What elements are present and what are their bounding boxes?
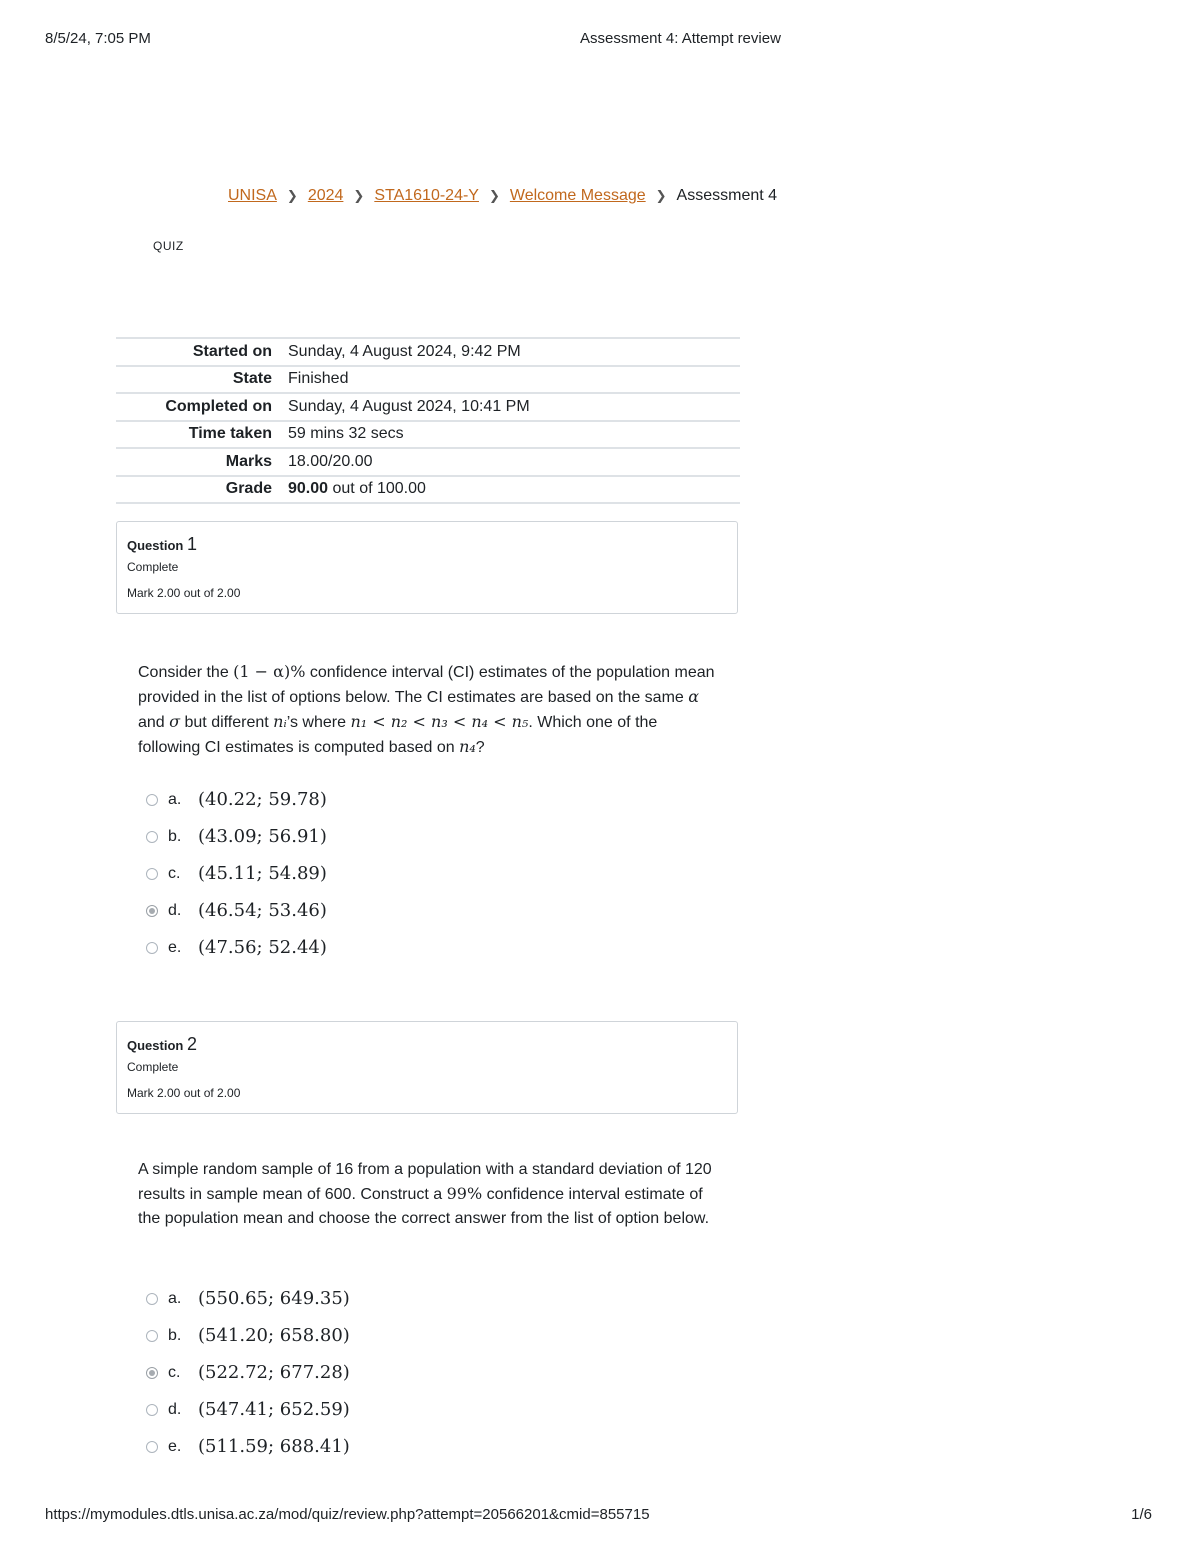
summary-row-time-taken	[116, 421, 740, 449]
answer-letter: a.	[168, 1289, 182, 1307]
radio-button[interactable]	[146, 1293, 158, 1305]
answer-value: (45.11; 54.89)	[198, 863, 327, 884]
summary-label: Time taken	[116, 421, 288, 449]
radio-button[interactable]	[146, 1330, 158, 1342]
answer-value: (522.72; 677.28)	[198, 1362, 350, 1383]
answer-letter: d.	[168, 901, 182, 919]
summary-row-completed	[116, 393, 740, 421]
math-expression: nᵢ	[273, 712, 287, 731]
summary-value: 18.00/20.00	[288, 448, 740, 476]
chevron-right-icon: ❯	[655, 188, 667, 203]
summary-label: Marks	[116, 448, 288, 476]
question-number	[127, 534, 727, 555]
summary-label: Completed on	[116, 393, 288, 421]
question-state: Complete	[127, 1060, 179, 1074]
answer-value: (541.20; 658.80)	[198, 1325, 350, 1346]
breadcrumb-link-course[interactable]: STA1610-24-Y	[374, 187, 479, 204]
summary-label: State	[116, 366, 288, 394]
question-state: Complete	[127, 560, 179, 574]
answer-letter: e.	[168, 938, 182, 956]
math-expression: σ	[169, 712, 181, 731]
question-num: 1	[186, 534, 197, 554]
text-run: ’s where	[286, 714, 351, 731]
answer-value: (43.09; 56.91)	[198, 826, 327, 847]
question-label: Question	[127, 1038, 184, 1053]
question-info-box	[116, 521, 738, 614]
print-url: https://mymodules.dtls.unisa.ac.za/mod/quiz/review.php?attempt=20566201&cmid=855715	[45, 1506, 650, 1523]
text-run: ?	[475, 739, 485, 756]
radio-button[interactable]	[146, 831, 158, 843]
text-run: but different	[180, 714, 274, 731]
answer-option[interactable]	[146, 1317, 350, 1354]
answer-letter: d.	[168, 1400, 182, 1418]
radio-button-selected[interactable]	[146, 905, 158, 917]
chevron-right-icon: ❯	[353, 188, 365, 203]
answer-letter: c.	[168, 864, 181, 882]
summary-row-marks	[116, 448, 740, 476]
answer-option[interactable]	[146, 1354, 350, 1391]
answer-value: (47.56; 52.44)	[198, 937, 327, 958]
summary-value	[288, 476, 740, 504]
answer-option[interactable]	[146, 1280, 350, 1317]
math-expression: n₁ < n₂ < n₃ < n₄ < n₅	[350, 712, 529, 731]
text-run: confidence interval estimate of the population mean and choose the correct answer from the list of option below.	[138, 1186, 710, 1227]
answer-value: (550.65; 649.35)	[198, 1288, 350, 1309]
answer-option[interactable]	[146, 1428, 350, 1465]
math-expression: n₄	[459, 737, 476, 756]
text-run: Consider the	[138, 664, 234, 681]
answer-list	[146, 781, 327, 966]
radio-button[interactable]	[146, 1404, 158, 1416]
answer-letter: b.	[168, 827, 182, 845]
attempt-summary-table	[116, 337, 740, 504]
text-run: . Which one of the following CI estimates is computed based on	[138, 714, 658, 756]
answer-option[interactable]	[146, 781, 327, 818]
answer-option[interactable]	[146, 929, 327, 966]
print-date: 8/5/24, 7:05 PM	[45, 30, 151, 47]
page-counter: 1/6	[1131, 1506, 1152, 1523]
summary-value: Sunday, 4 August 2024, 10:41 PM	[288, 393, 740, 421]
radio-button[interactable]	[146, 942, 158, 954]
question-text	[138, 1158, 723, 1231]
radio-button-selected[interactable]	[146, 1367, 158, 1379]
text-run: confidence interval (CI) estimates of the population mean provided in the list of options below. The CI estimates are based on the same	[138, 664, 715, 706]
chevron-right-icon: ❯	[286, 188, 298, 203]
answer-option[interactable]	[146, 855, 327, 892]
grade-suffix: out of 100.00	[332, 480, 426, 498]
breadcrumb-link-year[interactable]: 2024	[307, 187, 344, 204]
breadcrumb-current: Assessment 4	[676, 187, 778, 204]
answer-value: (46.54; 53.46)	[198, 900, 327, 921]
print-footer	[45, 1506, 1152, 1526]
summary-value: Finished	[288, 366, 740, 394]
answer-option[interactable]	[146, 818, 327, 855]
math-expression: 99%	[446, 1184, 483, 1203]
question-num: 2	[186, 1034, 197, 1054]
answer-letter: a.	[168, 790, 182, 808]
chevron-right-icon: ❯	[488, 188, 500, 203]
radio-button[interactable]	[146, 1441, 158, 1453]
print-header	[45, 30, 1152, 50]
question-grade: Mark 2.00 out of 2.00	[127, 586, 241, 600]
math-expression: (1 − α)%	[233, 662, 306, 681]
summary-label: Started on	[116, 338, 288, 366]
answer-letter: c.	[168, 1363, 181, 1381]
question-grade: Mark 2.00 out of 2.00	[127, 1086, 241, 1100]
question-label: Question	[127, 538, 184, 553]
math-expression: α	[688, 687, 700, 706]
summary-row-grade	[116, 476, 740, 504]
breadcrumb-link-section[interactable]: Welcome Message	[509, 187, 646, 204]
answer-value: (547.41; 652.59)	[198, 1399, 350, 1420]
summary-label: Grade	[116, 476, 288, 504]
grade-value: 90.00	[288, 480, 329, 498]
text-run: and	[138, 714, 170, 731]
question-info-box	[116, 1021, 738, 1114]
answer-value: (511.59; 688.41)	[198, 1436, 350, 1457]
summary-value: 59 mins 32 secs	[288, 421, 740, 449]
answer-letter: b.	[168, 1326, 182, 1344]
breadcrumb	[228, 187, 777, 205]
summary-row-state	[116, 366, 740, 394]
text-run: A simple random sample of 16 from a population with a standard deviation of 120 results in sample mean of 600. Construct a	[138, 1161, 712, 1203]
radio-button[interactable]	[146, 868, 158, 880]
summary-value: Sunday, 4 August 2024, 9:42 PM	[288, 338, 740, 366]
answer-option[interactable]	[146, 1391, 350, 1428]
answer-option[interactable]	[146, 892, 327, 929]
breadcrumb-link-unisa[interactable]: UNISA	[228, 187, 277, 204]
radio-button[interactable]	[146, 794, 158, 806]
summary-row-started	[116, 338, 740, 366]
page-kicker: QUIZ	[153, 239, 184, 253]
answer-letter: e.	[168, 1437, 182, 1455]
answer-list	[146, 1280, 350, 1465]
print-title: Assessment 4: Attempt review	[580, 30, 781, 47]
question-number	[127, 1034, 727, 1055]
question-text	[138, 660, 723, 760]
answer-value: (40.22; 59.78)	[198, 789, 327, 810]
